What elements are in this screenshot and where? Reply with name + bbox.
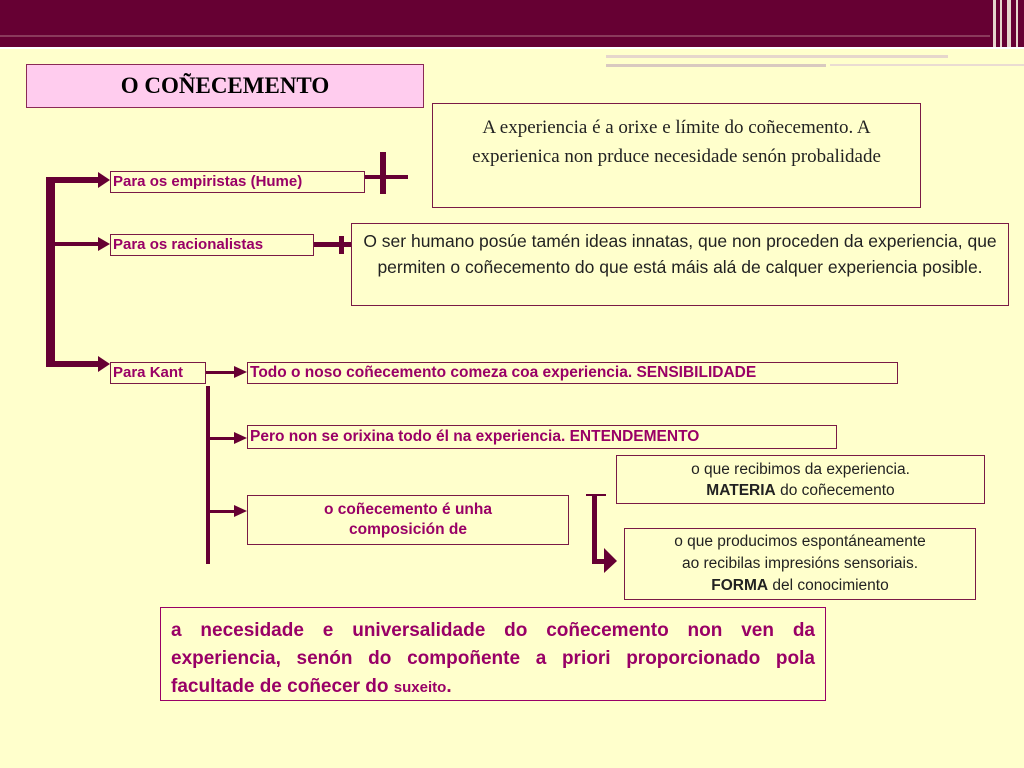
link-forma-h (592, 559, 606, 564)
link-forma-head (604, 548, 617, 573)
racionalistas-label: Para os racionalistas (110, 234, 314, 256)
kant-sensibilidade: Todo o noso coñecemento comeza coa experiencia. SENSIBILIDADE (247, 362, 898, 384)
kant-bracket (206, 386, 210, 564)
forma-line1: o que producimos espontáneamente (674, 533, 926, 550)
link-materia-h (586, 494, 606, 496)
link-kant-h (206, 371, 236, 374)
conclusion-small: suxeito (393, 679, 447, 696)
forma-rest: del conocimiento (768, 577, 889, 594)
racionalistas-note-text: O ser humano posúe tamén ideas innatas, que non proceden da experiencia, que permiten o coñecemento do que está máis alá de calquer experiencia posible. (363, 231, 997, 277)
link-kant-head (234, 366, 247, 378)
arrow-kant-shaft (46, 361, 100, 367)
forma-line2: ao recibilas impresións sensoriais. (681, 555, 919, 572)
materia-line1: o que recibimos da experiencia. (691, 461, 910, 478)
hume-note-text: A experiencia é a orixe e límite do coñecemento. A experienica non prduce necesidade senón probalidade (472, 117, 881, 167)
link-entendemento-h (210, 437, 236, 440)
arrow-empiristas-shaft (46, 177, 100, 183)
link-racionalistas (314, 242, 351, 247)
kant-entendemento: Pero non se orixina todo él na experiencia. ENTENDEMENTO (247, 425, 837, 449)
conclusion-end: . (446, 676, 452, 697)
forma-keyword: FORMA (711, 577, 769, 594)
arrow-racionalistas-shaft (55, 242, 100, 246)
arrow-kant-head (98, 356, 110, 372)
arrow-empiristas-head (98, 172, 110, 188)
link-hume-h (365, 175, 408, 179)
link-materia-forma-v (592, 494, 597, 564)
arrow-racionalistas-head (98, 237, 110, 251)
empiristas-label: Para os empiristas (Hume) (110, 171, 365, 193)
materia-keyword: MATERIA (706, 482, 776, 499)
page-title: O COÑECEMENTO (26, 64, 424, 108)
link-hume-v (380, 152, 386, 194)
materia-rest: do coñecemento (775, 482, 895, 499)
link-entendemento-head (234, 432, 247, 444)
kant-label: Para Kant (110, 362, 206, 384)
link-racionalistas-tick (339, 236, 344, 254)
main-bracket (46, 177, 55, 367)
link-composicion-head (234, 505, 247, 517)
kant-composicion-text: o coñecemento é unha composición de (324, 501, 492, 538)
conclusion-main: a necesidade e universalidade do coñecemento non ven da experiencia, senón do compoñente a priori proporcionado pola facultade de coñecer do (171, 620, 815, 697)
link-composicion-h (210, 510, 236, 513)
